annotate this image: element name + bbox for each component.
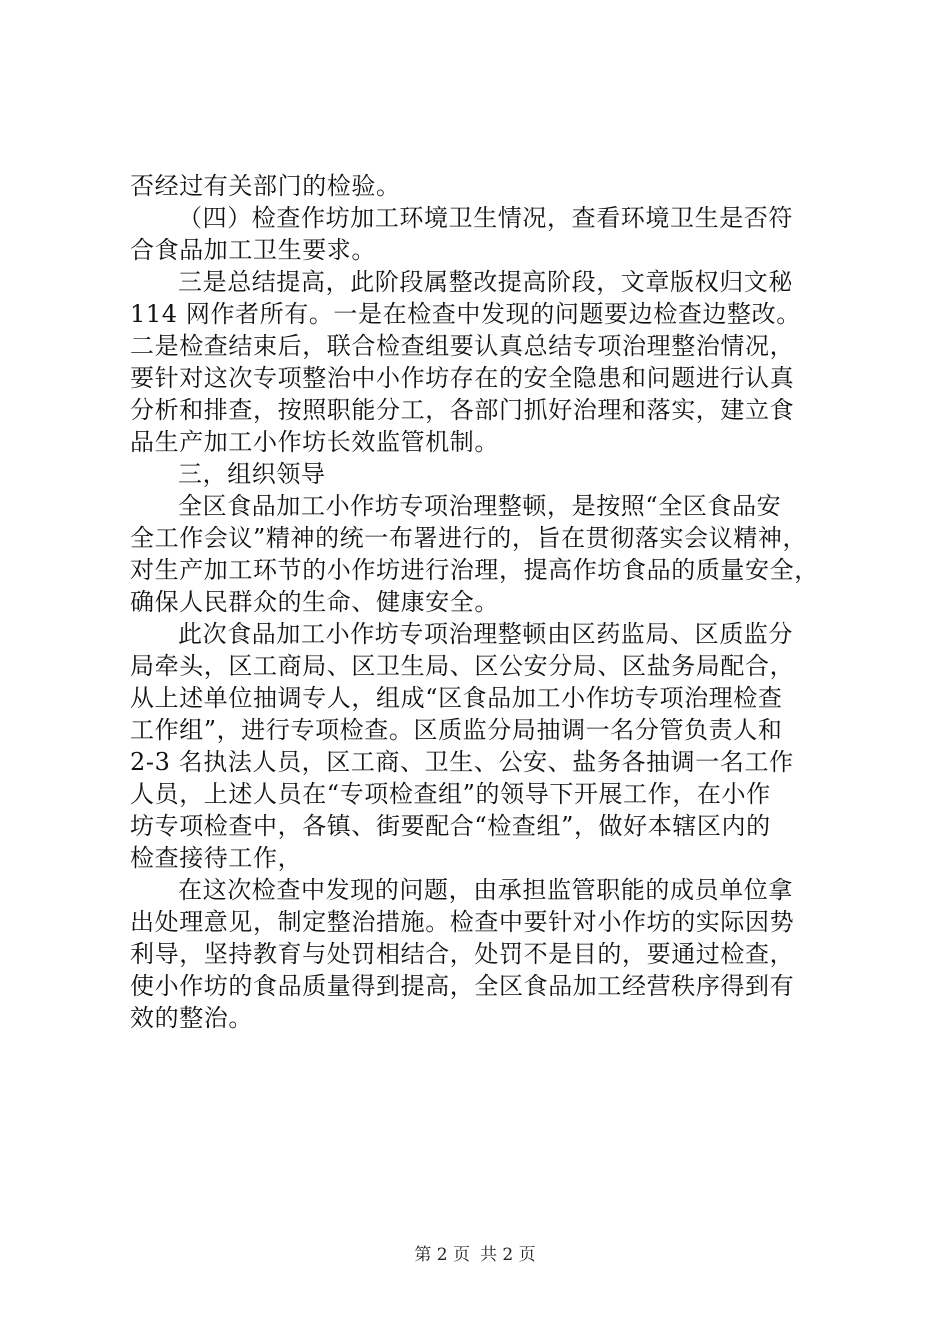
text-line: 分析和排查，按照职能分工，各部门抓好治理和落实，建立食 (130, 396, 795, 424)
page-total: 共 2 页 (480, 1245, 536, 1265)
text-line: 全区食品加工小作坊专项治理整顿，是按照“全区食品安 (178, 492, 782, 520)
text-line: 从上述单位抽调专人，组成“区食品加工小作坊专项治理检查 (130, 684, 783, 712)
text-line: 确保人民群众的生命、健康安全。 (130, 588, 499, 616)
text-line: 全工作会议”精神的统一布署进行的，旨在贯彻落实会议精神， (130, 524, 808, 552)
text-line: 局牵头，区工商局、区卫生局、区公安分局、区盐务局配合， (130, 652, 795, 680)
text-line: 此次食品加工小作坊专项治理整顿由区药监局、区质监分 (178, 620, 793, 648)
page-footer (0, 1240, 950, 1265)
document-body (130, 170, 830, 1034)
text-line: 三，组织领导 (178, 460, 326, 488)
text-line: 出处理意见，制定整治措施。检查中要针对小作坊的实际因势 (130, 908, 795, 936)
text-line: 在这次检查中发现的问题，由承担监管职能的成员单位拿 (178, 876, 793, 904)
text-line: 坊专项检查中，各镇、街要配合“检查组”，做好本辖区内的 (130, 812, 771, 840)
text-line: 利导，坚持教育与处罚相结合，处罚不是目的，要通过检查， (130, 940, 795, 968)
text-line: （四）检查作坊加工环境卫生情况，查看环境卫生是否符 (178, 204, 793, 232)
text-line: 114 网作者所有。一是在检查中发现的问题要边检查边整改。 (130, 300, 801, 328)
text-line: 检查接待工作， (130, 844, 303, 872)
text-line: 人员，上述人员在“专项检查组”的领导下开展工作，在小作 (130, 780, 771, 808)
text-line: 品生产加工小作坊长效监管机制。 (130, 428, 499, 456)
page-number: 第 2 页 (414, 1245, 470, 1265)
text-line: 对生产加工环节的小作坊进行治理，提高作坊食品的质量安全， (130, 556, 819, 584)
text-line: 三是总结提高，此阶段属整改提高阶段，文章版权归文秘 (178, 268, 793, 296)
text-line: 合食品加工卫生要求。 (130, 236, 376, 264)
text-line: 否经过有关部门的检验。 (130, 172, 401, 200)
text-line: 效的整治。 (130, 1004, 253, 1032)
text-line: 二是检查结束后，联合检查组要认真总结专项治理整治情况， (130, 332, 795, 360)
text-line: 2-3 名执法人员，区工商、卫生、公安、盐务各抽调一名工作 (130, 748, 794, 776)
text-line: 使小作坊的食品质量得到提高，全区食品加工经营秩序得到有 (130, 972, 795, 1000)
text-line: 要针对这次专项整治中小作坊存在的安全隐患和问题进行认真 (130, 364, 795, 392)
text-line: 工作组”，进行专项检查。区质监分局抽调一名分管负责人和 (130, 716, 783, 744)
